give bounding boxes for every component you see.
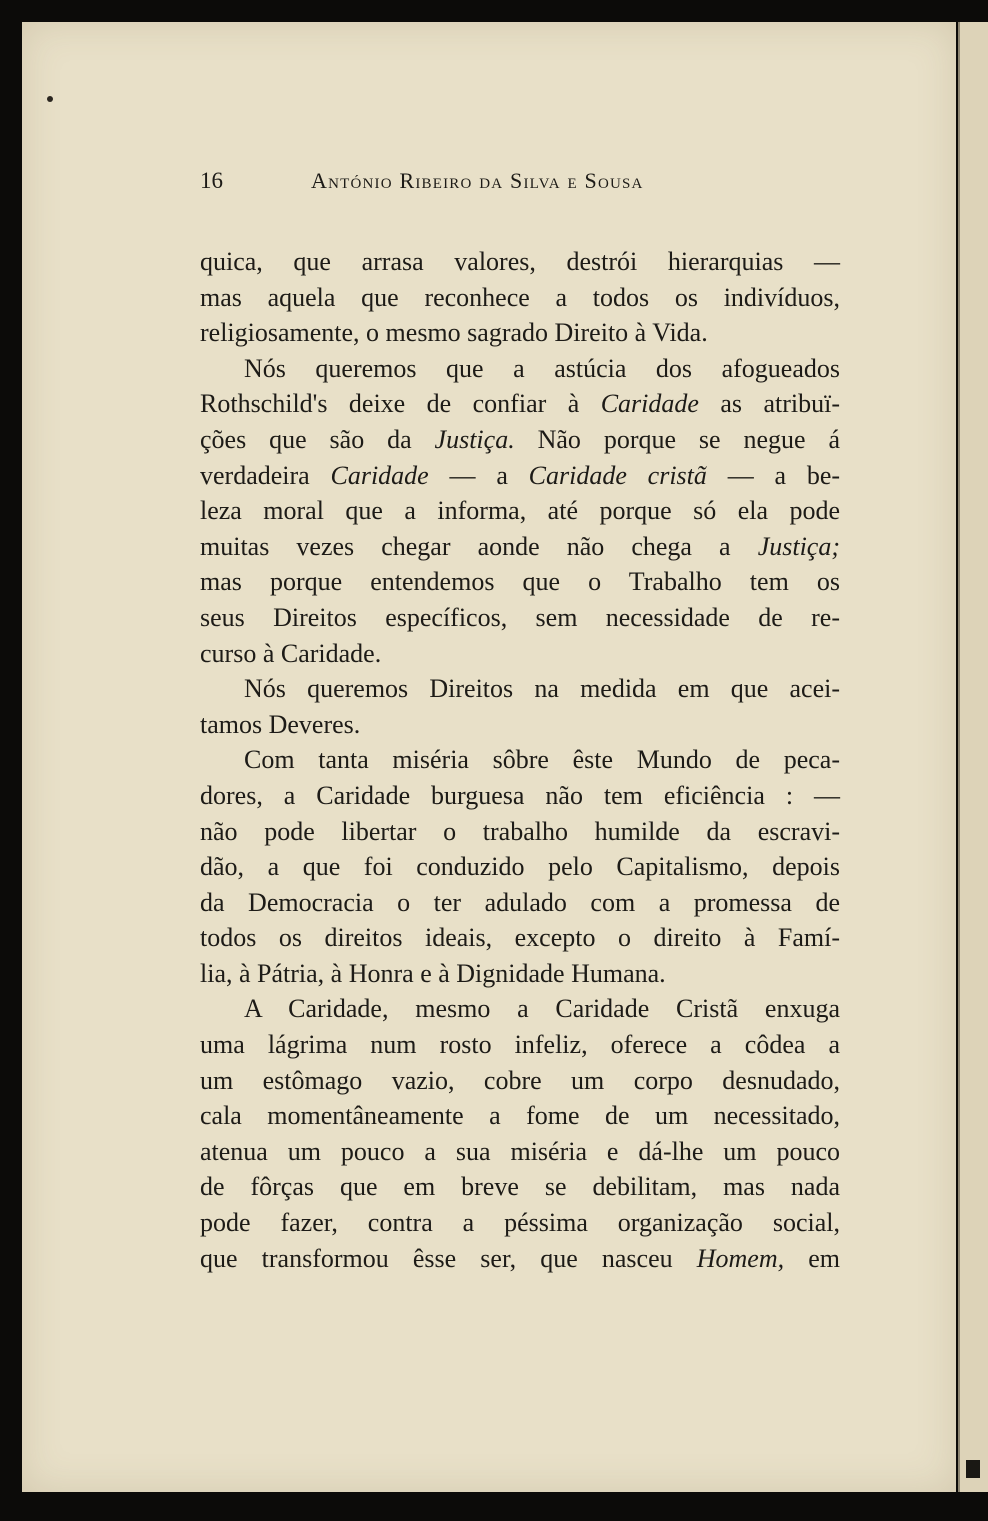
text-line: atenua um pouco a sua miséria e dá-lhe um pouco <box>200 1136 840 1166</box>
text-line: mas aquela que reconhece a todos os indivíduos, <box>200 282 840 312</box>
text-line: tamos Deveres. <box>200 709 361 739</box>
adjacent-page-mark <box>966 1460 980 1478</box>
adjacent-page-edge <box>958 22 988 1492</box>
body-text <box>200 244 840 1276</box>
text-line: cala momentâneamente a fome de um necessitado, <box>200 1101 840 1131</box>
text-line: quica, que arrasa valores, destrói hierarquias — <box>200 247 840 276</box>
text-line: todos os direitos ideais, excepto o direito à Famí- <box>200 923 840 953</box>
text-line: lia, à Pátria, à Honra e à Dignidade Humana. <box>200 958 666 988</box>
text-line: dão, a que foi conduzido pelo Capitalismo, depois <box>200 852 840 882</box>
text-line: ções que são da Justiça. Não porque se negue á <box>200 424 841 454</box>
text-line: seus Direitos específicos, sem necessidade de re- <box>200 602 840 632</box>
text-line: Nós queremos que a astúcia dos afogueados <box>244 353 840 383</box>
text-line: A Caridade, mesmo a Caridade Cristã enxuga <box>244 994 840 1024</box>
page-number: 16 <box>200 168 223 193</box>
text-line: um estômago vazio, cobre um corpo desnudado, <box>200 1065 840 1095</box>
text-line: de fôrças que em breve se debilitam, mas nada <box>200 1172 840 1202</box>
running-title: António Ribeiro da Silva e Sousa <box>311 168 644 193</box>
text-line: mas porque entendemos que o Trabalho tem os <box>200 567 840 597</box>
text-line: leza moral que a informa, até porque só ela pode <box>200 496 840 526</box>
text-line: uma lágrima num rosto infeliz, oferece a côdea a <box>200 1030 840 1060</box>
text-line: curso à Caridade. <box>200 638 382 668</box>
ink-speck <box>47 96 53 102</box>
text-line: da Democracia o ter adulado com a promessa de <box>200 887 840 917</box>
text-line: que transformou êsse ser, que nasceu Homem, em <box>200 1243 840 1273</box>
text-line: não pode libertar o trabalho humilde da escravi- <box>200 816 840 846</box>
text-line: religiosamente, o mesmo sagrado Direito à Vida. <box>200 318 708 348</box>
text-line: verdadeira Caridade — a Caridade cristã — a be- <box>200 460 841 490</box>
text-line: muitas vezes chegar aonde não chega a Justiça; <box>200 531 840 561</box>
text-line: Com tanta miséria sôbre êste Mundo de peca- <box>244 745 840 775</box>
text-line: Nós queremos Direitos na medida em que acei- <box>244 674 840 704</box>
text-line: Rothschild's deixe de confiar à Caridade as atribuï- <box>200 389 840 419</box>
text-line: pode fazer, contra a péssima organização social, <box>200 1208 840 1238</box>
text-line: dores, a Caridade burguesa não tem eficiência : — <box>200 780 840 810</box>
